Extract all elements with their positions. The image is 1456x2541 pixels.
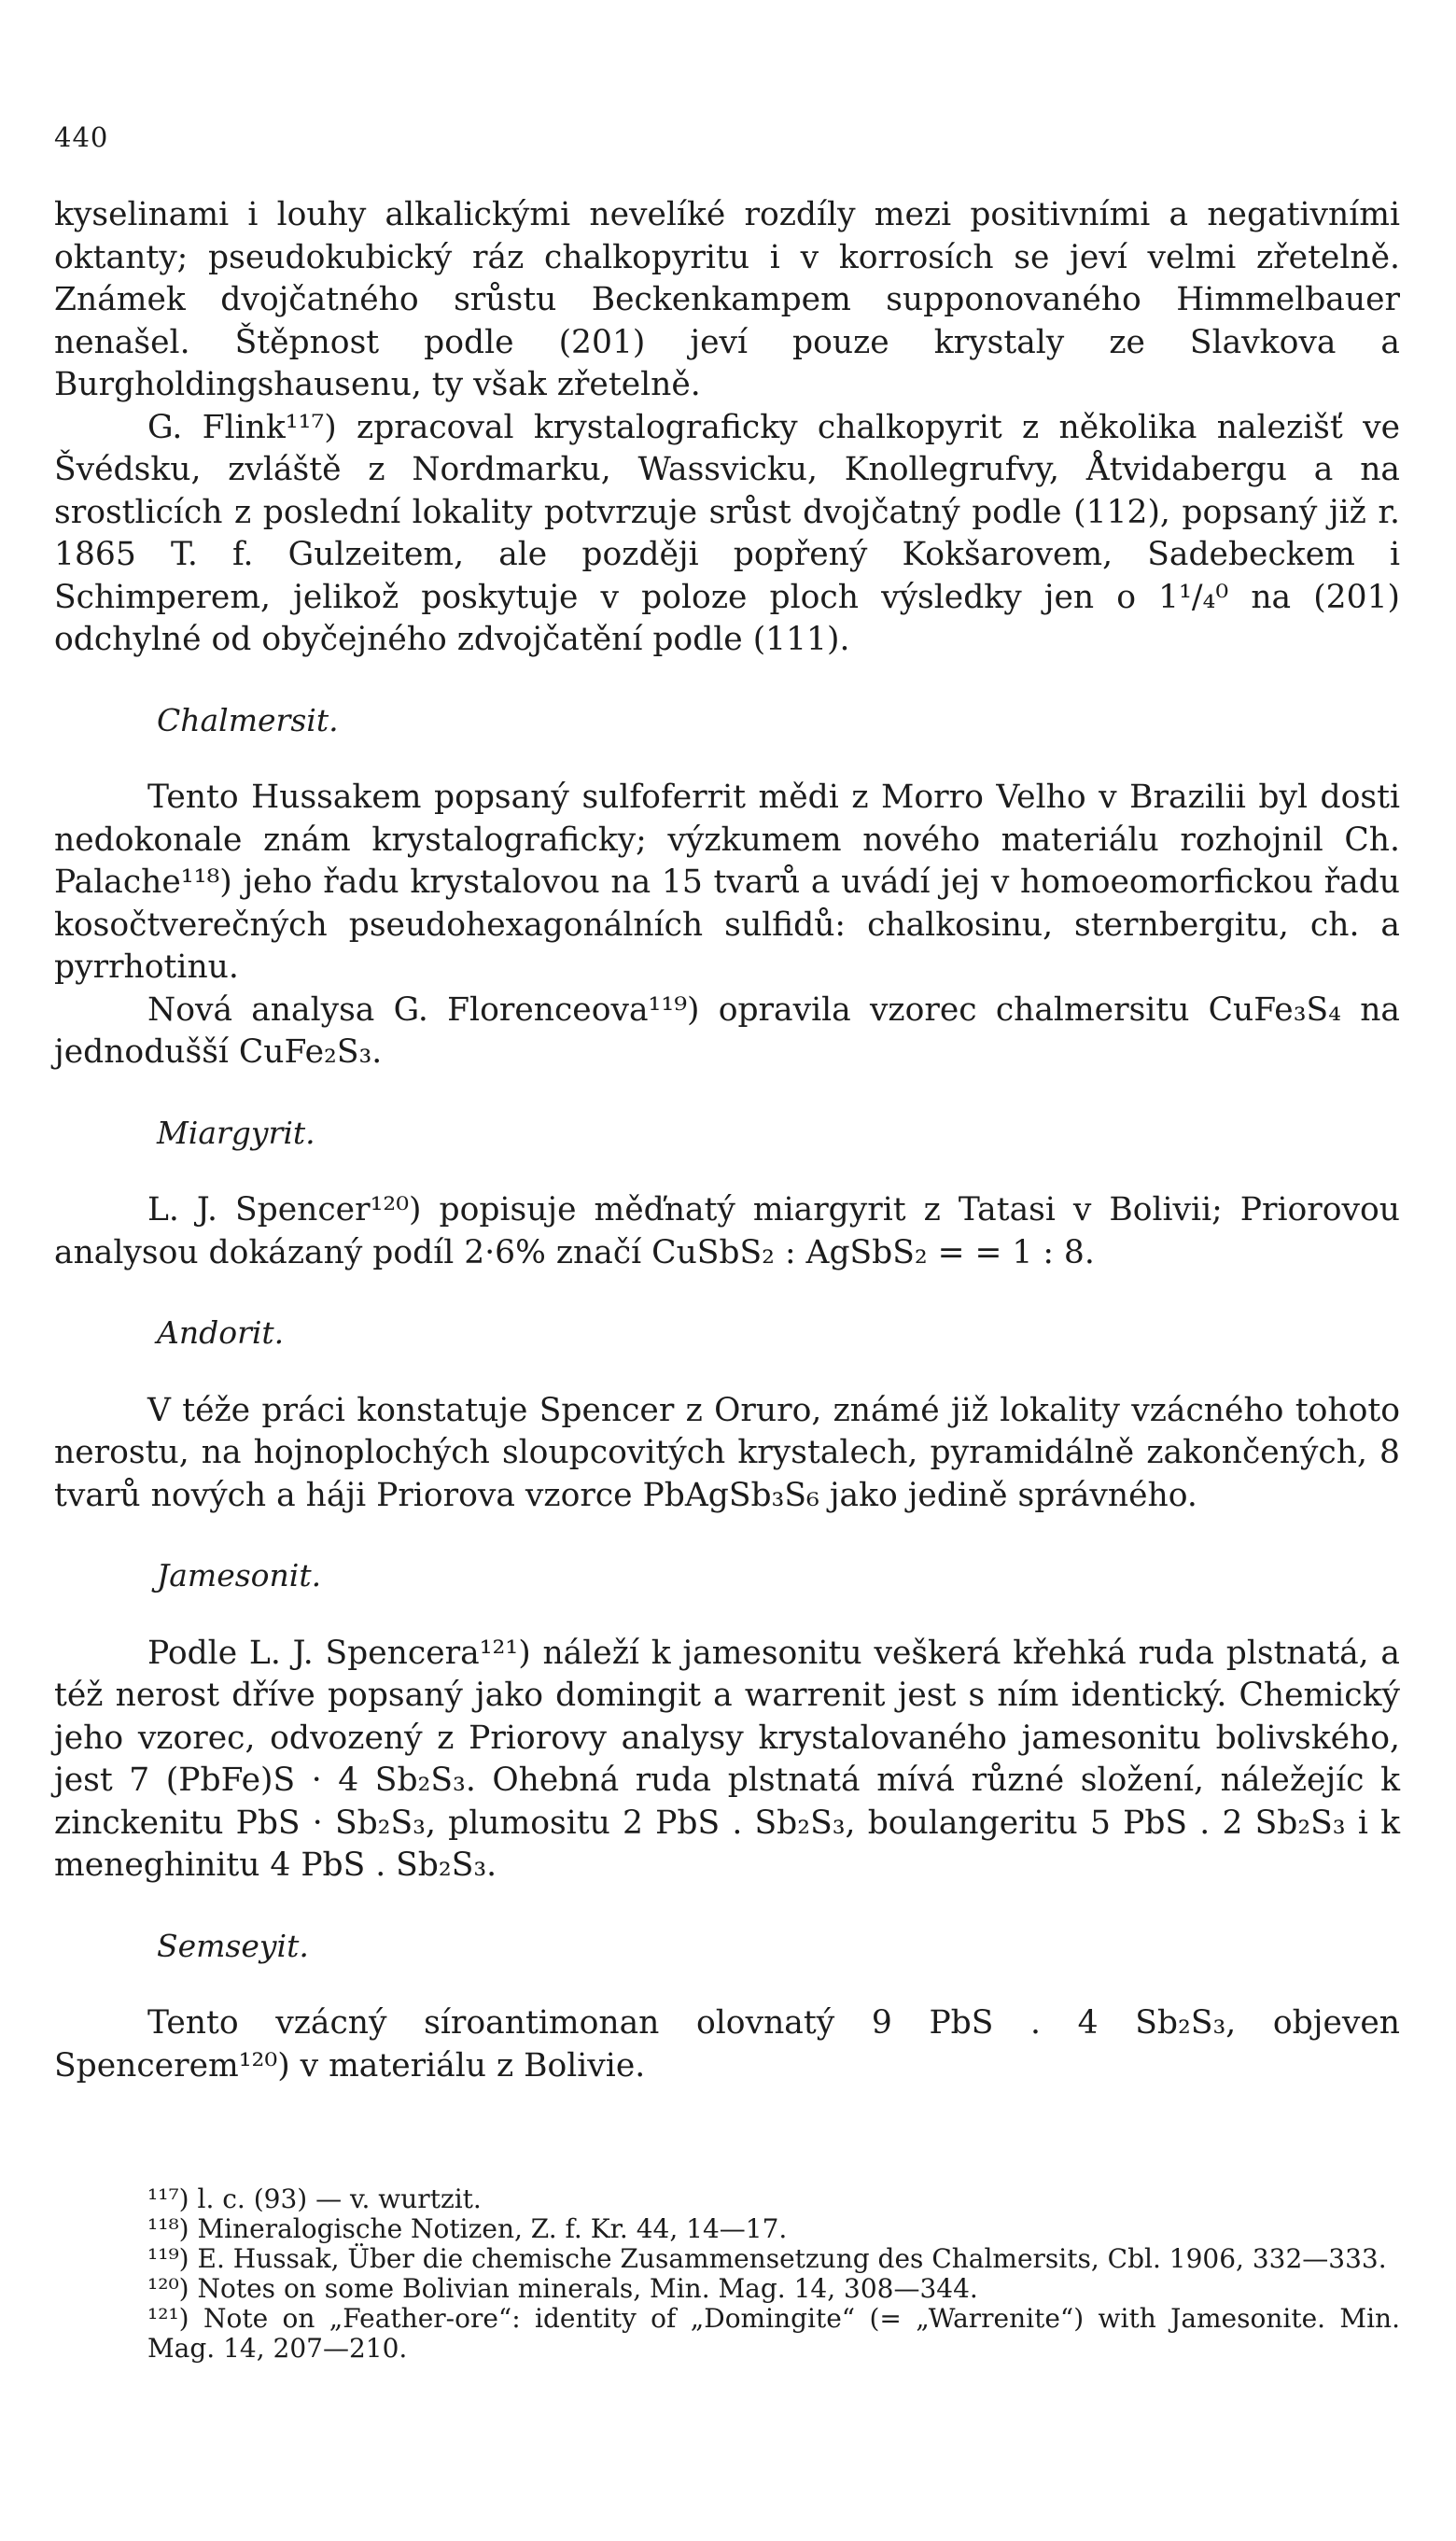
footnote-118: ¹¹⁸) Mineralogische Notizen, Z. f. Kr. 44, 14—17. <box>147 2213 788 2244</box>
paragraph: kyselinami i louhy alkalickými nevelíké rozdíly mezi positivními a negativními oktanty; pseudokubický ráz chalkopyritu i v korrosích se jeví velmi zřetelně. Známek dvojčatného srůstu Beckenkampem supponovaného Himmelbauer nenašel. Štěpnost podle (201) jeví pouze krystaly ze Slavkova a Burgholdingshausenu, ty však zřetelně. <box>54 196 1400 403</box>
paragraph: Tento vzácný síroantimonan olovnatý 9 PbS . 4 Sb₂S₃, objeven Spencerem¹²⁰) v materiálu z Bolivie. <box>54 2004 1400 2085</box>
paragraph: G. Flink¹¹⁷) zpracoval krystalograficky chalkopyrit z několika nalezišť ve Švédsku, zvláště z Nordmarku, Wassvicku, Knollegrufvy, Åtvidabergu a na srostlicích z poslední lokality potvrzuje srůst dvojčatný podle (112), popsaný již r. 1865 T. f. Gulzeitem, ale později popřený Kokšarovem, Sadebeckem i Schimperem, jelikož poskytuje v poloze ploch výsledky jen o 1¹/₄⁰ na (201) odchylné od obyčejného zdvojčatění podle (111). <box>54 408 1400 658</box>
footnote-120: ¹²⁰) Notes on some Bolivian minerals, Min. Mag. 14, 308—344. <box>147 2273 978 2304</box>
section-heading-semseyit: Semseyit. <box>157 1927 309 1964</box>
section-heading-miargyrit: Miargyrit. <box>157 1114 315 1151</box>
footnote-117: ¹¹⁷) l. c. (93) — v. wurtzit. <box>147 2183 482 2214</box>
paragraph: V téže práci konstatuje Spencer z Oruro, známé již lokality vzácného tohoto nerostu, na hojnoplochých sloupcovitých krystalech, pyramidálně zakončených, 8 tvarů nových a háji Priorova vzorce PbAgSb₃S₆ jako jedině správného. <box>54 1391 1400 1514</box>
paragraph: Tento Hussakem popsaný sulfoferrit mědi z Morro Velho v Brazilii byl dosti nedokonale znám krystalograficky; výzkumem nového materiálu rozhojnil Ch. Palache¹¹⁸) jeho řadu krystalovou na 15 tvarů a uvádí jej v homoeomorfickou řadu kosočtverečných pseudohexagonálních sulfidů: chalkosinu, sternbergitu, ch. a pyrrhotinu. <box>54 779 1400 986</box>
body-text <box>54 194 1400 2087</box>
section-heading-andorit: Andorit. <box>157 1314 285 1351</box>
section-heading-jamesonit: Jamesonit. <box>157 1557 322 1593</box>
page-number: 440 <box>54 121 109 153</box>
paragraph: Podle L. J. Spencera¹²¹) náleží k jamesonitu veškerá křehká ruda plstnatá, a též nerost dříve popsaný jako domingit a warrenit jest s ním identický. Chemický jeho vzorec, odvozený z Priorovy analysy krystalovaného jamesonitu bolivského, jest 7 (PbFe)S · 4 Sb₂S₃. Ohebná ruda plstnatá mívá různé složení, náležejíc k zinckenitu PbS · Sb₂S₃, plumositu 2 PbS . Sb₂S₃, boulangeritu 5 PbS . 2 Sb₂S₃ i k meneghinitu 4 PbS . Sb₂S₃. <box>54 1634 1400 1884</box>
footnotes <box>54 2184 1400 2364</box>
paragraph: Nová analysa G. Florenceova¹¹⁹) opravila vzorec chalmersitu CuFe₃S₄ na jednodušší CuFe₂S₃. <box>54 990 1400 1071</box>
footnote-121: ¹²¹) Note on „Feather-ore“: identity of „Domingite“ (= „Warrenite“) with Jamesonite. Min. Mag. 14, 207—210. <box>147 2303 1400 2364</box>
paragraph: L. J. Spencer¹²⁰) popisuje měďnatý miargyrit z Tatasi v Bolivii; Priorovou analysou dokázaný podíl 2·6% značí CuSbS₂ : AgSbS₂ = = 1 : 8. <box>54 1191 1400 1271</box>
section-heading-chalmersit: Chalmersit. <box>157 701 339 738</box>
footnote-119: ¹¹⁹) E. Hussak, Über die chemische Zusammensetzung des Chalmersits, Cbl. 1906, 332—333. <box>147 2243 1387 2274</box>
